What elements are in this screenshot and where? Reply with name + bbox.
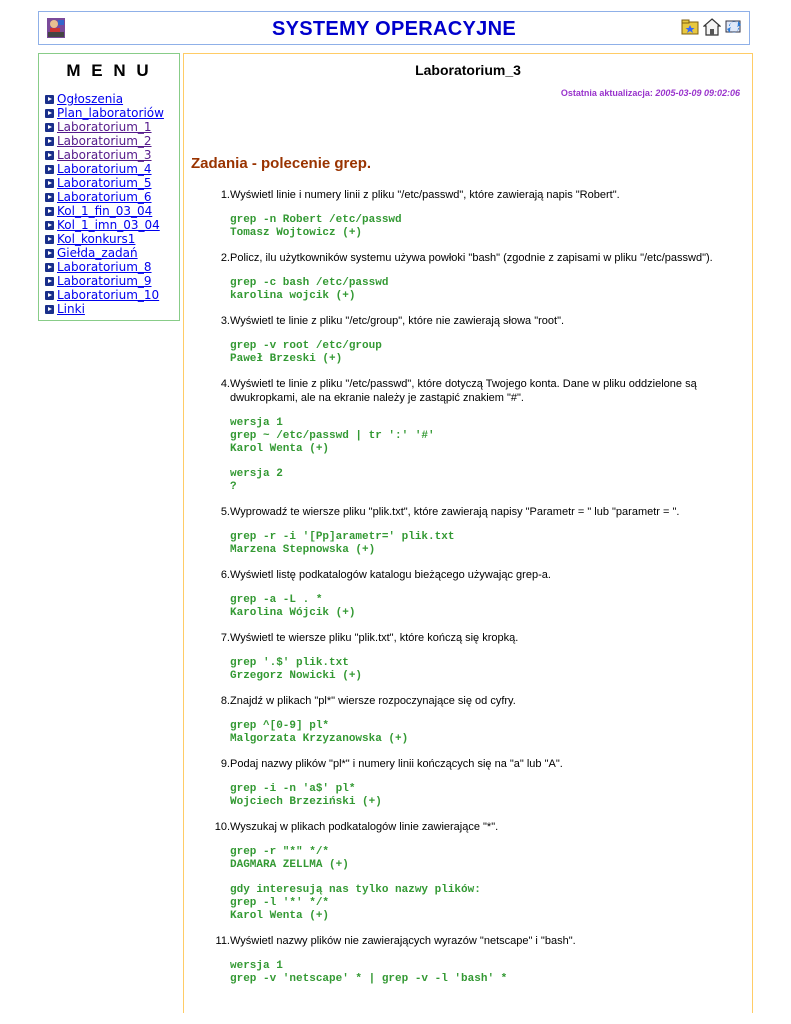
task-item [184, 251, 744, 303]
menu-item[interactable] [45, 204, 179, 218]
task-code: grep -i -n 'a$' pl* Wojciech Brzeziński (+) [230, 783, 382, 808]
task-number: 11. [215, 935, 230, 947]
task-number: 1. [220, 189, 230, 201]
task-number: 3. [220, 315, 230, 327]
task-text: Wyszukaj w plikach podkatalogów linie zawierające "*". [230, 821, 499, 833]
task-text: Wyświetl te linie z pliku "/etc/passwd", które dotyczą Twojego konta. Dane w pliku oddzielone są dwukropkami, ale na ekranie należy je zastąpić znakiem "#". [230, 378, 697, 404]
task-number: 2. [220, 252, 230, 264]
menu-title: M E N U [66, 61, 152, 80]
last-update [561, 88, 740, 98]
arrow-bullet-icon [45, 207, 54, 216]
arrow-bullet-icon [45, 235, 54, 244]
menu-link[interactable]: Plan_laboratoriów [57, 106, 164, 120]
arrow-bullet-icon [45, 137, 54, 146]
task-item [184, 694, 744, 746]
task-list [184, 188, 744, 986]
arrow-bullet-icon [45, 249, 54, 258]
menu-item[interactable] [45, 302, 179, 316]
menu-item[interactable] [45, 246, 179, 260]
task-code: grep '.$' plik.txt Grzegorz Nowicki (+) [230, 657, 363, 682]
task-number: 10. [214, 821, 230, 833]
menu-item[interactable] [45, 288, 179, 302]
arrow-bullet-icon [45, 277, 54, 286]
task-number: 8. [220, 695, 230, 707]
menu-link[interactable]: Giełda_zadań [57, 246, 138, 260]
task-item [184, 820, 744, 923]
task-number: 9. [220, 758, 230, 770]
task-text: Policz, ilu użytkowników systemu używa powłoki "bash" (zgodnie z zapisami w pliku "/etc/passwd"). [230, 252, 713, 264]
task-code: grep -r -i '[Pp]arametr=' plik.txt Marzena Stepnowska (+) [230, 531, 455, 556]
refresh-icon[interactable] [725, 18, 743, 36]
menu-item[interactable] [45, 190, 179, 204]
task-number: 5. [220, 506, 230, 518]
task-code-alt: wersja 2 ? [230, 468, 283, 493]
arrow-bullet-icon [45, 95, 54, 104]
folder-icon[interactable] [681, 18, 699, 36]
arrow-bullet-icon [45, 165, 54, 174]
task-code: grep ^[0-9] pl* Malgorzata Krzyzanowska (+) [230, 720, 409, 745]
task-item [184, 314, 744, 366]
header-toolbar [681, 18, 743, 36]
menu-link[interactable]: Laboratorium_6 [57, 190, 152, 204]
menu-link[interactable]: Linki [57, 302, 85, 316]
menu-link[interactable]: Kol_konkurs1 [57, 232, 136, 246]
page-header [38, 11, 750, 45]
update-date: 2005-03-09 09:02:06 [655, 88, 740, 98]
arrow-bullet-icon [45, 291, 54, 300]
task-text: Wyświetl te linie z pliku "/etc/group", które nie zawierają słowa "root". [230, 315, 565, 327]
task-number: 6. [220, 569, 230, 581]
menu-link[interactable]: Laboratorium_10 [57, 288, 160, 302]
task-text: Wyświetl nazwy plików nie zawierających wyrazów "netscape" i "bash". [230, 935, 576, 947]
menu-link[interactable]: Ogłoszenia [57, 92, 124, 106]
menu-item[interactable] [45, 162, 179, 176]
task-text: Wyprowadź te wiersze pliku "plik.txt", które zawierają napisy "Parametr = " lub "parametr = ". [230, 506, 680, 518]
menu-link[interactable]: Laboratorium_4 [57, 162, 152, 176]
task-item [184, 934, 744, 986]
task-code: grep -v root /etc/group Paweł Brzeski (+) [230, 340, 382, 365]
page-title: SYSTEMY OPERACYJNE [272, 18, 516, 40]
section-heading: Zadania - polecenie grep. [191, 155, 372, 172]
task-item [184, 188, 744, 240]
arrow-bullet-icon [45, 109, 54, 118]
task-item [184, 377, 744, 494]
menu-item[interactable] [45, 232, 179, 246]
home-icon[interactable] [703, 18, 721, 36]
arrow-bullet-icon [45, 123, 54, 132]
menu-link[interactable]: Laboratorium_5 [57, 176, 152, 190]
task-text: Znajdź w plikach "pl*" wiersze rozpoczynające się od cyfry. [230, 695, 516, 707]
task-number: 4. [220, 378, 230, 390]
update-label: Ostatnia aktualizacja: [560, 88, 653, 98]
task-item [184, 631, 744, 683]
menu-link[interactable]: Laboratorium_1 [57, 120, 152, 134]
menu-item[interactable] [45, 218, 179, 232]
task-number: 7. [220, 632, 230, 644]
menu-item[interactable] [45, 106, 179, 120]
arrow-bullet-icon [45, 193, 54, 202]
arrow-bullet-icon [45, 263, 54, 272]
lab-title: Laboratorium_3 [415, 62, 521, 78]
task-item [184, 505, 744, 557]
task-text: Wyświetl listę podkatalogów katalogu bieżącego używając grep-a. [230, 569, 551, 581]
menu-item[interactable] [45, 120, 179, 134]
menu-item[interactable] [45, 274, 179, 288]
task-code: grep -n Robert /etc/passwd Tomasz Wojtowicz (+) [230, 214, 402, 239]
task-code-alt: gdy interesują nas tylko nazwy plików: grep -l '*' */* Karol Wenta (+) [230, 884, 481, 922]
menu-link[interactable]: Laboratorium_2 [57, 134, 152, 148]
main-content [183, 53, 753, 1013]
menu-list [45, 92, 179, 316]
task-item [184, 757, 744, 809]
task-text: Wyświetl linie i numery linii z pliku "/etc/passwd", które zawierają napis "Robert". [230, 189, 620, 201]
task-text: Wyświetl te wiersze pliku "plik.txt", które kończą się kropką. [230, 632, 519, 644]
arrow-bullet-icon [45, 305, 54, 314]
task-code: grep -a -L . * Karolina Wójcik (+) [230, 594, 356, 619]
menu-item[interactable] [45, 260, 179, 274]
menu-item[interactable] [45, 148, 179, 162]
side-menu [38, 53, 180, 321]
menu-item[interactable] [45, 92, 179, 106]
arrow-bullet-icon [45, 221, 54, 230]
task-text: Podaj nazwy plików "pl*" i numery linii kończących się na "a" lub "A". [230, 758, 563, 770]
task-code: wersja 1 grep ~ /etc/passwd | tr ':' '#' Karol Wenta (+) [230, 417, 435, 455]
task-item [184, 568, 744, 620]
menu-link[interactable]: Laboratorium_8 [57, 260, 152, 274]
menu-link[interactable]: Laboratorium_3 [57, 148, 152, 162]
menu-item[interactable] [45, 176, 179, 190]
menu-link[interactable]: Kol_1_fin_03_04 [57, 204, 153, 218]
task-code: wersja 1 grep -v 'netscape' * | grep -v -l 'bash' * [230, 960, 508, 985]
arrow-bullet-icon [45, 151, 54, 160]
arrow-bullet-icon [45, 179, 54, 188]
task-code: grep -r "*" */* DAGMARA ZELLMA (+) [230, 846, 349, 871]
menu-item[interactable] [45, 134, 179, 148]
menu-link[interactable]: Kol_1_imn_03_04 [57, 218, 160, 232]
task-code: grep -c bash /etc/passwd karolina wojcik (+) [230, 277, 389, 302]
menu-link[interactable]: Laboratorium_9 [57, 274, 152, 288]
